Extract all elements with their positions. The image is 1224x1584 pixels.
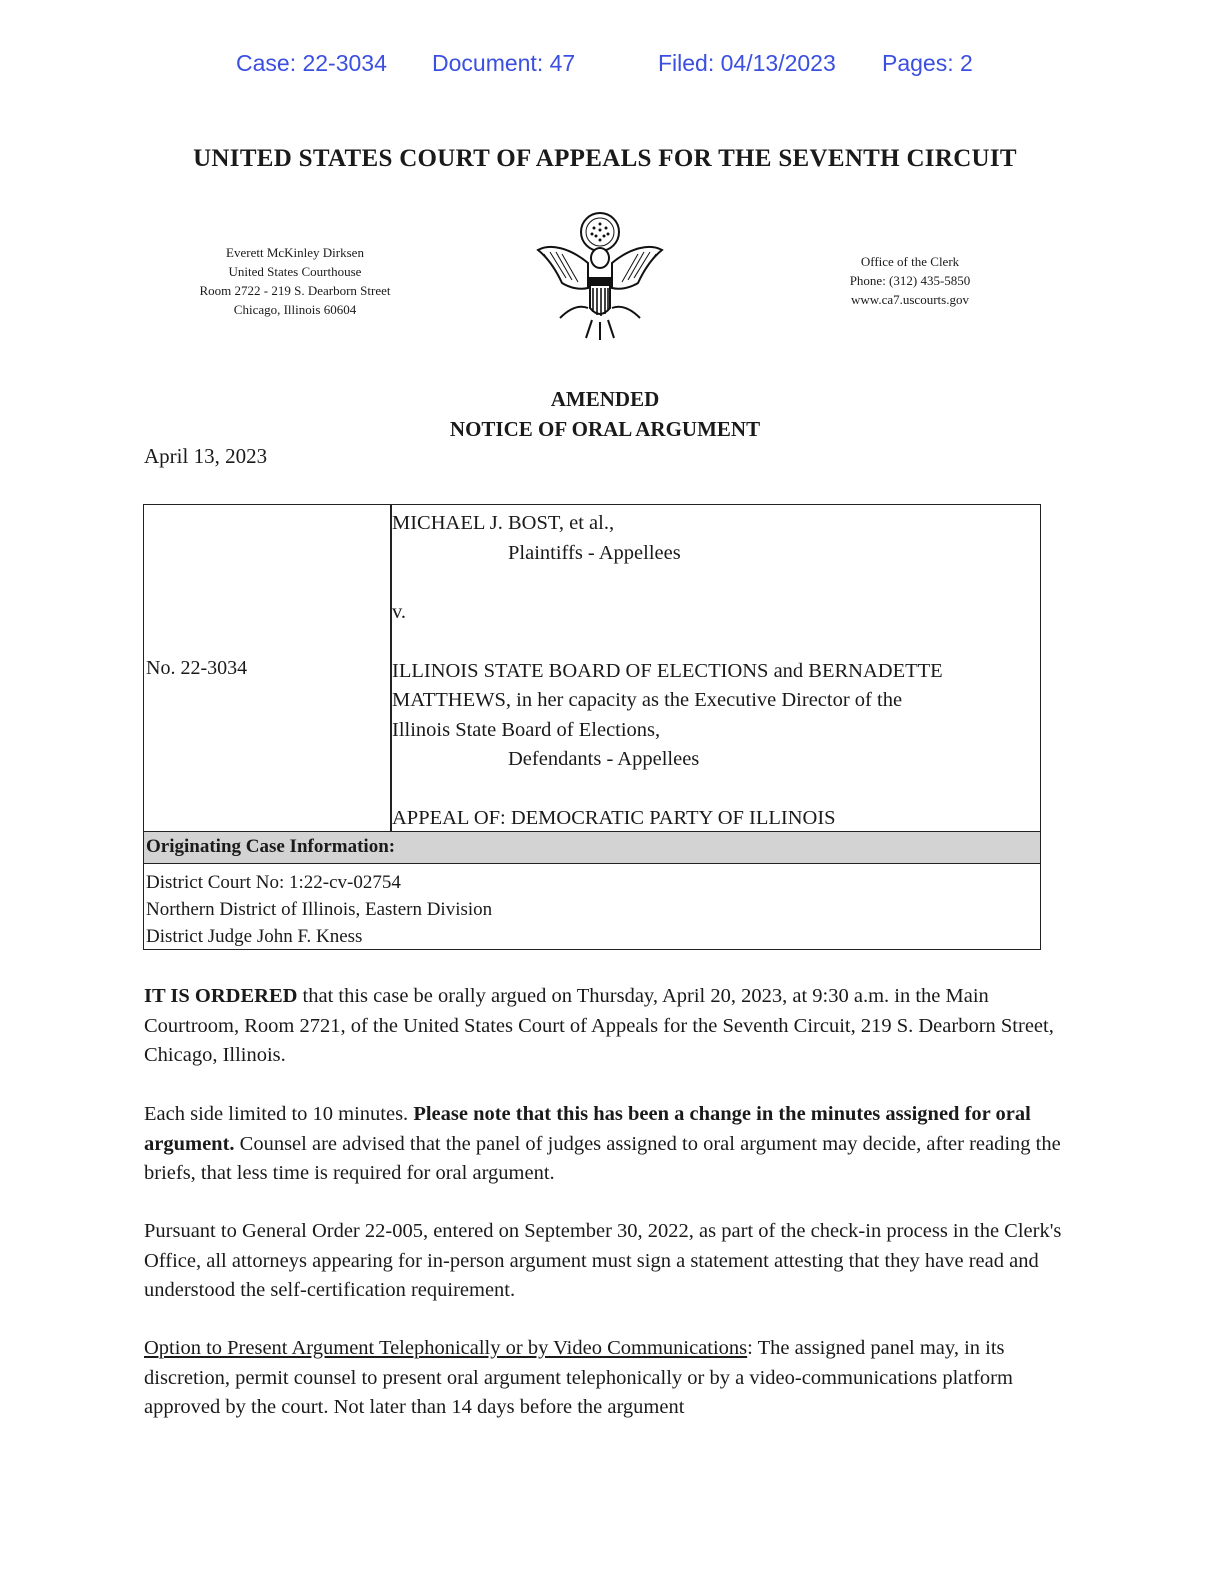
contact-line: Office of the Clerk [860,254,960,269]
case-number: No. 22-3034 [146,657,248,679]
notice-title-line: NOTICE OF ORAL ARGUMENT [449,417,761,441]
order-paragraph [144,982,1074,1071]
address-line: Chicago, Illinois 60604 [233,302,357,317]
filing-case: Case: 22-3034 [236,50,387,76]
order-bold-lead: IT IS ORDERED [144,985,298,1007]
time-limit-rest: Counsel are advised that the panel of judges assigned to oral argument may decide, after reading the briefs, that less time is required for oral argument. [144,1132,1061,1184]
filing-header [0,50,1224,82]
time-limit-text: Each side limited to 10 minutes. [144,1103,414,1125]
filing-document: Document: 47 [432,50,576,76]
filing-date: Filed: 04/13/2023 [658,50,836,76]
defendants-line: ILLINOIS STATE BOARD OF ELECTIONS and BERNADETTE [392,659,943,682]
remote-argument-heading: Option to Present Argument Telephonically or by Video Communications [144,1337,748,1359]
filing-pages: Pages: 2 [882,50,973,76]
time-change-notice: Please note that this has been a change in the minutes assigned for oral argument. [144,1103,1031,1155]
plaintiffs: MICHAEL J. BOST, et al., [392,512,615,534]
district-judge: District Judge John F. Kness [146,926,363,947]
district-name: Northern District of Illinois, Eastern Division [146,899,493,920]
originating-case-info [146,869,492,950]
appeal-of: APPEAL OF: DEMOCRATIC PARTY OF ILLINOIS [392,807,836,829]
address-line: Everett McKinley Dirksen [226,245,364,260]
defendants-line: Illinois State Board of Elections, [392,718,661,741]
case-caption-table [143,504,1041,950]
contact-website: www.ca7.uscourts.gov [851,292,969,307]
case-caption [392,509,1032,834]
notice-title-line: AMENDED [550,387,660,411]
courthouse-address [180,243,410,319]
general-order-paragraph: Pursuant to General Order 22-005, entered on September 30, 2022, as part of the check-in process in the Clerk's Office, all attorneys appearing for in-person argument must sign a statement attesting that they have read and understood the self-certification requirement. [144,1220,1062,1301]
notice-title [0,384,1210,444]
remote-argument-paragraph [144,1334,1074,1423]
district-court-number: District Court No: 1:22-cv-02754 [146,872,401,893]
remote-argument-text: : The assigned panel may, in its discretion, permit counsel to present oral argument telephonically or by a video-communications platform approved by the court. Not later than 14 days before the argument [144,1337,1013,1418]
plaintiffs-role: Plaintiffs - Appellees [508,541,681,564]
versus: v. [392,600,407,623]
address-line: United States Courthouse [228,264,362,279]
contact-line: Phone: (312) 435-5850 [849,273,971,288]
time-limit-paragraph [144,1100,1074,1189]
clerk-contact [820,252,1000,309]
defendants-line: MATTHEWS, in her capacity as the Executive Director of the [392,689,903,711]
great-seal-eagle-icon [530,208,670,348]
court-title: UNITED STATES COURT OF APPEALS FOR THE SEVENTH CIRCUIT [193,145,1017,172]
notice-date: April 13, 2023 [144,444,268,468]
order-text: that this case be orally argued on Thursday, April 20, 2023, at 9:30 a.m. in the Main Courtroom, Room 2721, of the United States Court of Appeals for the Seventh Circuit, 219 S. Dearborn Street, Chicago, Illinois. [144,985,1054,1066]
address-line: Room 2722 - 219 S. Dearborn Street [199,283,391,298]
originating-case-header: Originating Case Information: [144,831,1040,864]
defendants-role: Defendants - Appellees [508,748,700,770]
